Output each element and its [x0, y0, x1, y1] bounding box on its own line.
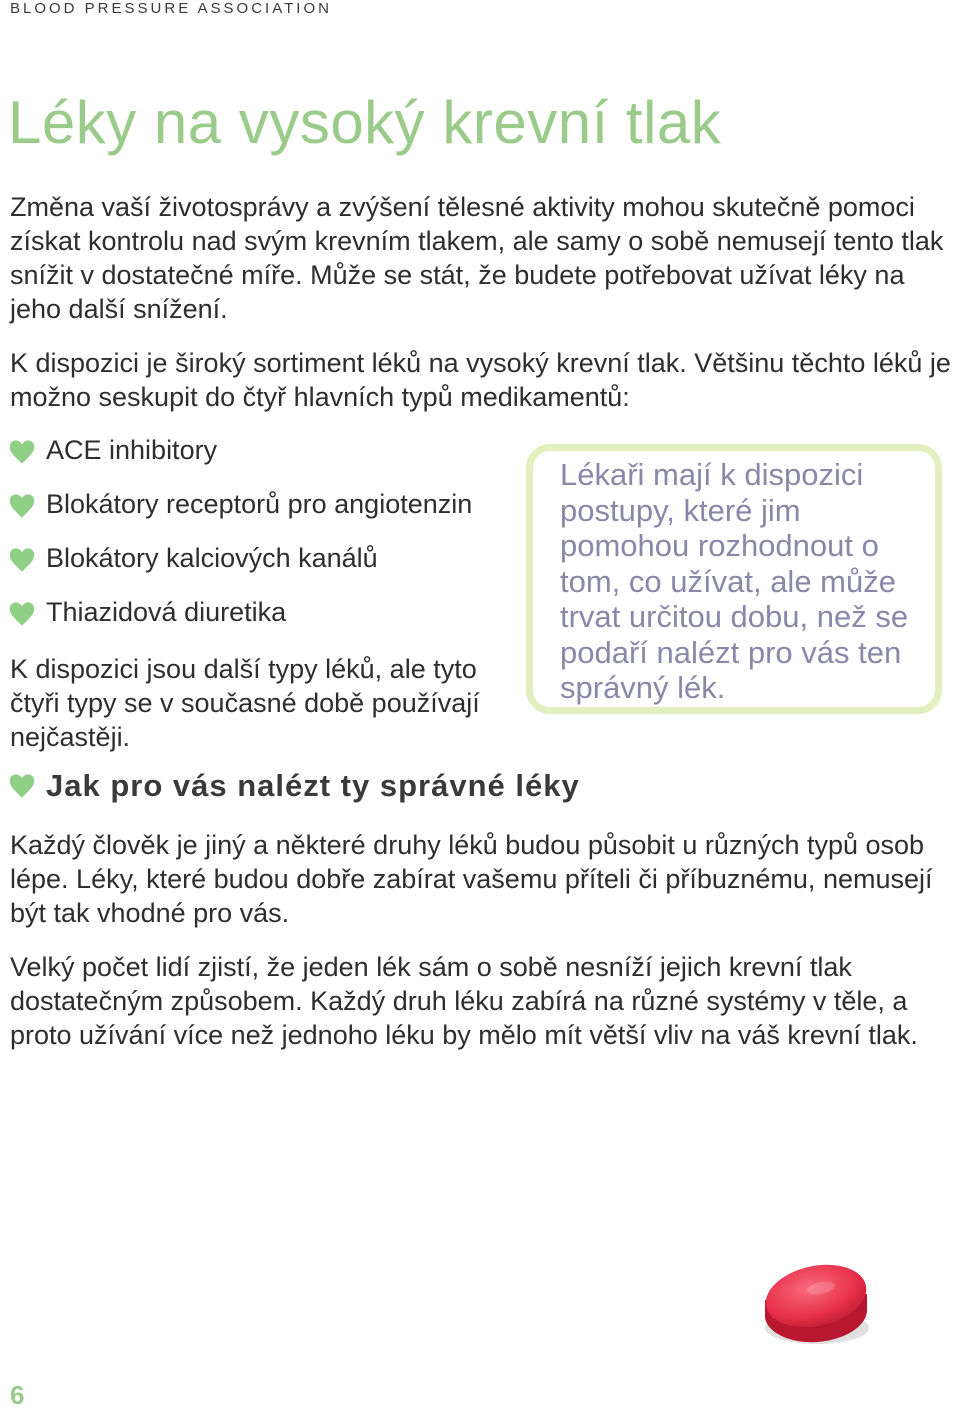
- section-heading: [8, 768, 580, 804]
- heart-icon: [8, 600, 36, 628]
- heart-icon: [8, 438, 36, 466]
- page-number: 6: [10, 1380, 25, 1410]
- heart-icon: [8, 546, 36, 574]
- intro-paragraph: Změna vaší životosprávy a zvýšení tělesné aktivity mohou skutečně pomoci získat kontrolu nad svým krevním tlakem, ale samy o sobě nemusejí tento tlak snížit v dostatečné míře. Může se stát, že budete potřebovat užívat léky na jeho další snížení.: [10, 192, 944, 324]
- body-paragraph: Každý člověk je jiný a některé druhy léků budou působit u různých typů osob lépe. Léky, které budou dobře zabírat vašemu příteli či příbuznému, nemusejí být tak vhodné pro vás.: [10, 830, 933, 928]
- section-heading-text: Jak pro vás nalézt ty správné léky: [46, 768, 580, 803]
- list-item-label: Blokátory kalciových kanálů: [46, 543, 378, 573]
- other-types-paragraph: K dispozici jsou další typy léků, ale tyto čtyři typy se v současné době používají nejčastěji.: [10, 654, 480, 752]
- list-item: [8, 432, 472, 486]
- intro-paragraph: K dispozici je široký sortiment léků na vysoký krevní tlak. Většinu těchto léků je možno seskupit do čtyř hlavních typů medikamentů:: [10, 348, 951, 412]
- org-name: BLOOD PRESSURE ASSOCIATION: [10, 0, 332, 17]
- heart-icon: [8, 492, 36, 520]
- list-item-label: ACE inhibitory: [46, 435, 218, 465]
- callout-text: Lékaři mají k dispozici postupy, které jim pomohou rozhodnout o tom, co užívat, ale může trvat určitou dobu, než se podaří nalézt pro vás ten správný lék.: [560, 457, 909, 705]
- list-item: [8, 486, 472, 540]
- list-item: [8, 594, 472, 648]
- list-item: [8, 540, 472, 594]
- heart-icon: [8, 772, 36, 800]
- pill-icon: [755, 1262, 875, 1352]
- body-paragraph: Velký počet lidí zjistí, že jeden lék sám o sobě nesníží jejich krevní tlak dostatečným způsobem. Každý druh léku zabírá na různé systémy v těle, a proto užívání více než jednoho léku by mělo mít větší vliv na váš krevní tlak.: [10, 952, 918, 1050]
- page-title: Léky na vysoký krevní tlak: [8, 89, 722, 156]
- drug-types-list: [8, 432, 472, 648]
- list-item-label: Blokátory receptorů pro angiotenzin: [46, 489, 473, 519]
- callout-box: [526, 444, 942, 714]
- list-item-label: Thiazidová diuretika: [46, 597, 287, 627]
